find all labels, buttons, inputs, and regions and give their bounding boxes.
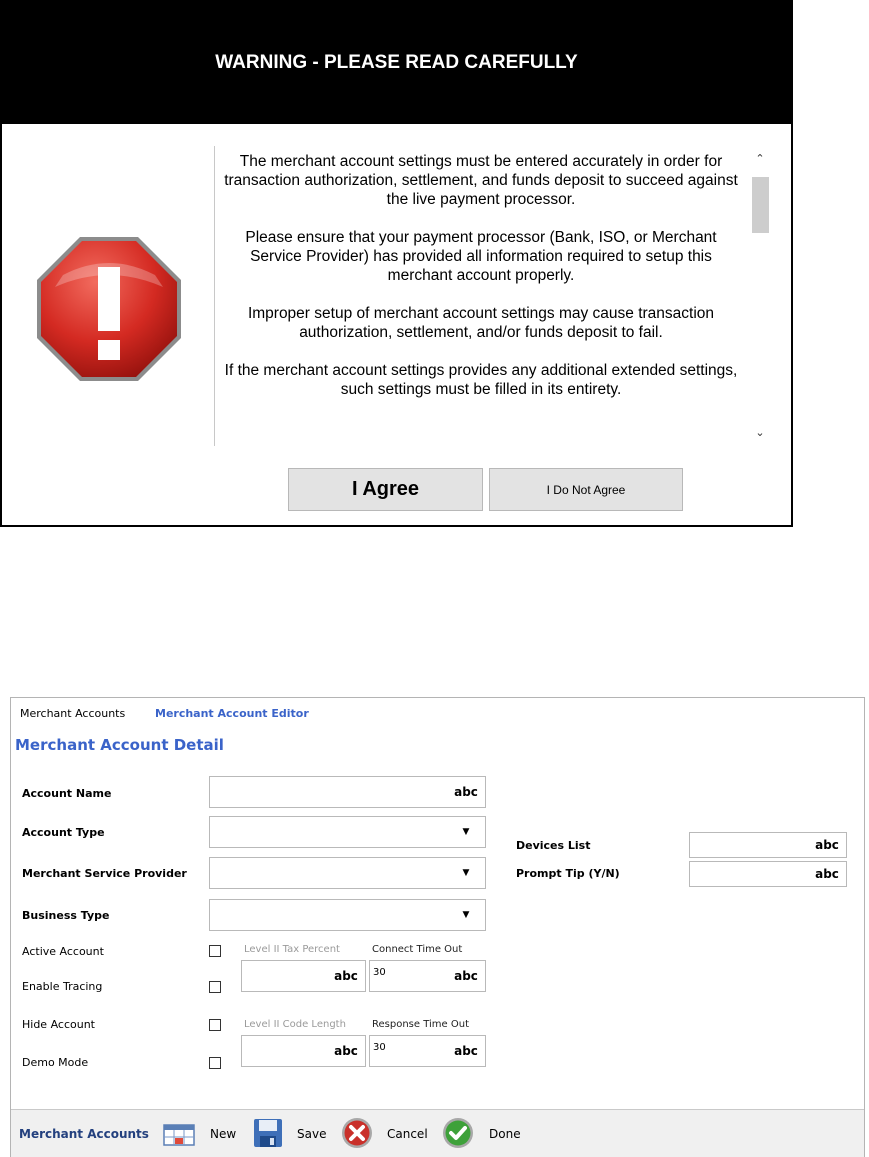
response-time-out-value: 30 bbox=[373, 1042, 386, 1053]
scrollbar-thumb[interactable] bbox=[752, 177, 769, 233]
agreement-paragraph: Improper setup of merchant account settings may cause transaction authorization, settlement, and/or funds deposit to fail. bbox=[247, 305, 715, 341]
connect-time-out-value: 30 bbox=[373, 967, 386, 978]
done-button[interactable]: Done bbox=[489, 1127, 521, 1141]
merchant-service-provider-select[interactable] bbox=[209, 857, 486, 889]
new-button[interactable]: New bbox=[210, 1127, 237, 1141]
scroll-down-icon[interactable]: ⌄ bbox=[755, 426, 765, 439]
toolbar-title: Merchant Accounts bbox=[19, 1127, 149, 1141]
level2-code-length-label: Level II Code Length bbox=[244, 1019, 346, 1030]
done-check-icon[interactable] bbox=[442, 1117, 474, 1149]
hide-account-checkbox[interactable] bbox=[209, 1019, 221, 1031]
account-type-label: Account Type bbox=[22, 826, 105, 839]
account-name-field[interactable] bbox=[209, 776, 486, 808]
chevron-down-icon[interactable]: ▼ bbox=[462, 868, 470, 878]
connect-time-out-label: Connect Time Out bbox=[372, 944, 463, 955]
save-disk-icon[interactable] bbox=[252, 1117, 284, 1149]
scroll-up-icon[interactable]: ⌃ bbox=[755, 152, 765, 165]
warning-dialog bbox=[0, 0, 793, 527]
disagree-button[interactable]: I Do Not Agree bbox=[489, 468, 683, 511]
breadcrumb-merchant-accounts[interactable]: Merchant Accounts bbox=[20, 707, 126, 720]
account-type-select[interactable] bbox=[209, 816, 486, 848]
agreement-paragraph: If the merchant account settings provides any additional extended settings, such settings must be filled in its entirety. bbox=[224, 362, 738, 398]
text-type-icon: abc bbox=[327, 1036, 365, 1066]
agree-button[interactable]: I Agree bbox=[288, 468, 483, 511]
enable-tracing-checkbox[interactable] bbox=[209, 981, 221, 993]
account-name-label: Account Name bbox=[22, 787, 112, 800]
active-account-label: Active Account bbox=[22, 945, 104, 958]
agreement-paragraph: Please ensure that your payment processor (Bank, ISO, or Merchant Service Provider) has provided all information required to setup this merchant account properly. bbox=[245, 229, 717, 284]
demo-mode-label: Demo Mode bbox=[22, 1056, 89, 1069]
text-type-icon: abc bbox=[447, 1036, 485, 1066]
stop-warning-icon bbox=[35, 235, 183, 383]
text-type-icon: abc bbox=[447, 961, 485, 991]
page-title: Merchant Account Detail bbox=[15, 736, 224, 754]
chevron-down-icon[interactable]: ▼ bbox=[462, 827, 470, 837]
text-type-icon: abc bbox=[808, 833, 846, 857]
text-type-icon: abc bbox=[327, 961, 365, 991]
breadcrumb-merchant-account-editor[interactable]: Merchant Account Editor bbox=[155, 707, 309, 720]
hide-account-label: Hide Account bbox=[22, 1018, 95, 1031]
devices-list-label: Devices List bbox=[516, 839, 591, 852]
chevron-down-icon[interactable]: ▼ bbox=[462, 910, 470, 920]
business-type-select[interactable] bbox=[209, 899, 486, 931]
enable-tracing-label: Enable Tracing bbox=[22, 980, 103, 993]
devices-list-field[interactable] bbox=[689, 832, 847, 858]
level2-tax-percent-label: Level II Tax Percent bbox=[244, 944, 340, 955]
cancel-button[interactable]: Cancel bbox=[387, 1127, 428, 1141]
merchant-account-editor bbox=[10, 697, 865, 1157]
level2-code-length-field[interactable] bbox=[241, 1035, 366, 1067]
save-button[interactable]: Save bbox=[297, 1127, 327, 1141]
text-type-icon: abc bbox=[447, 777, 485, 807]
bottom-toolbar bbox=[11, 1109, 864, 1157]
cancel-x-icon[interactable] bbox=[341, 1117, 373, 1149]
active-account-checkbox[interactable] bbox=[209, 945, 221, 957]
dialog-title: WARNING - PLEASE READ CAREFULLY bbox=[215, 52, 578, 73]
prompt-tip-label: Prompt Tip (Y/N) bbox=[516, 867, 620, 880]
agreement-paragraph: The merchant account settings must be entered accurately in order for transaction authorization, settlement, and funds deposit to succeed against the live payment processor. bbox=[224, 153, 738, 208]
business-type-label: Business Type bbox=[22, 909, 110, 922]
dialog-header bbox=[2, 2, 791, 124]
level2-tax-percent-field[interactable] bbox=[241, 960, 366, 992]
connect-time-out-field[interactable] bbox=[369, 960, 486, 992]
agreement-text-box[interactable] bbox=[214, 146, 775, 446]
prompt-tip-field[interactable] bbox=[689, 861, 847, 887]
merchant-service-provider-label: Merchant Service Provider bbox=[22, 867, 187, 880]
new-grid-icon[interactable] bbox=[163, 1118, 195, 1150]
demo-mode-checkbox[interactable] bbox=[209, 1057, 221, 1069]
response-time-out-label: Response Time Out bbox=[372, 1019, 469, 1030]
text-type-icon: abc bbox=[808, 862, 846, 886]
response-time-out-field[interactable] bbox=[369, 1035, 486, 1067]
